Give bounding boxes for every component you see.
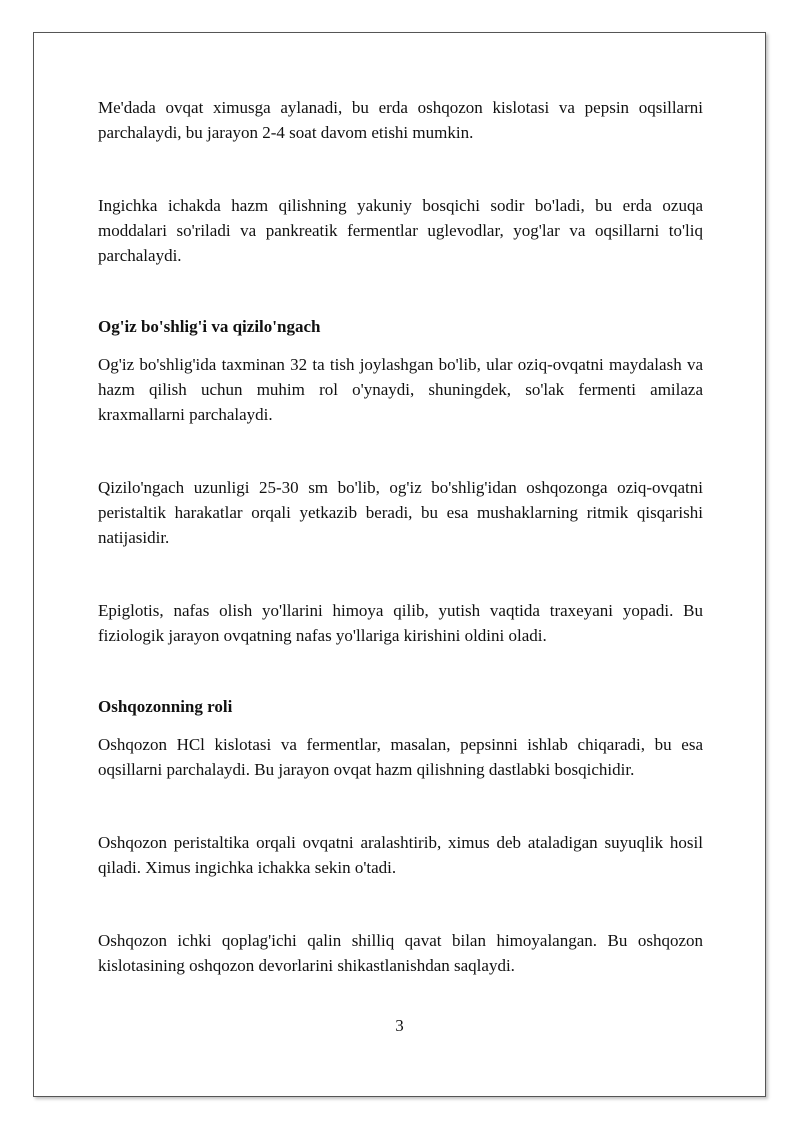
page-content	[98, 95, 703, 978]
section-heading: Og'iz bo'shlig'i va qizilo'ngach	[98, 317, 321, 336]
paragraph: Oshqozon ichki qoplag'ichi qalin shilliq qavat bilan himoyalangan. Bu oshqozon kislotasining oshqozon devorlarini shikastlanishdan saqlaydi.	[98, 931, 703, 975]
paragraph: Epiglotis, nafas olish yo'llarini himoya qilib, yutish vaqtida traxeyani yopadi. Bu fiziologik jarayon ovqatning nafas yo'llariga kirishini oldini oladi.	[98, 601, 703, 645]
page-number: 3	[395, 1016, 404, 1035]
paragraph: Ingichka ichakda hazm qilishning yakuniy bosqichi sodir bo'ladi, bu erda ozuqa moddalari so'riladi va pankreatik fermentlar uglevodlar, yog'lar va oqsillarni to'liq parchalaydi.	[98, 196, 703, 265]
paragraph: Oshqozon HCl kislotasi va fermentlar, masalan, pepsinni ishlab chiqaradi, bu esa oqsillarni parchalaydi. Bu jarayon ovqat hazm qilishning dastlabki bosqichidir.	[98, 735, 703, 779]
paragraph: Qizilo'ngach uzunligi 25-30 sm bo'lib, og'iz bo'shlig'idan oshqozonga oziq-ovqatni peristaltik harakatlar orqali yetkazib beradi, bu esa mushaklarning ritmik qisqarishi natijasidir.	[98, 478, 703, 547]
paragraph: Me'dada ovqat ximusga aylanadi, bu erda oshqozon kislotasi va pepsin oqsillarni parchalaydi, bu jarayon 2-4 soat davom etishi mumkin.	[98, 98, 703, 142]
document-page	[33, 32, 766, 1097]
paragraph: Og'iz bo'shlig'ida taxminan 32 ta tish joylashgan bo'lib, ular oziq-ovqatni maydalash va hazm qilish uchun muhim rol o'ynaydi, shuningdek, so'lak fermenti amilaza kraxmallarni parchalaydi.	[98, 355, 703, 424]
section-heading: Oshqozonning roli	[98, 697, 233, 716]
paragraph: Oshqozon peristaltika orqali ovqatni aralashtirib, ximus deb ataladigan suyuqlik hosil qiladi. Ximus ingichka ichakka sekin o'tadi.	[98, 833, 703, 877]
